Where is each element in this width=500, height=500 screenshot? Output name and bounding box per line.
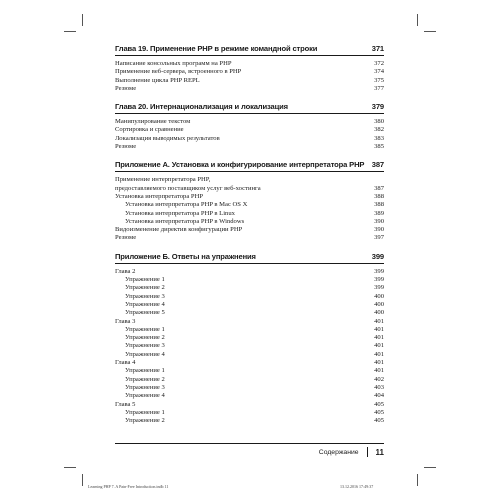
entry-page: 402 (374, 375, 384, 383)
toc-entry (115, 384, 384, 392)
entry-title: Упражнение 4 (125, 350, 165, 358)
toc-entry (115, 367, 384, 375)
chapter-title: Приложение Б. Ответы на упражнения (115, 251, 256, 261)
toc-entry (115, 334, 384, 342)
entry-title: Глава 5 (115, 400, 136, 408)
toc-entry (115, 234, 384, 242)
entry-title: Глава 3 (115, 317, 136, 325)
toc-entry (115, 392, 384, 400)
chapter-page: 387 (371, 160, 384, 170)
entry-page: 389 (374, 209, 384, 217)
chapter-title: Глава 20. Интернационализация и локализация (115, 102, 288, 112)
toc-entry (115, 409, 384, 417)
entry-page: 397 (374, 234, 384, 242)
crop-mark (417, 14, 418, 26)
entry-title: Глава 2 (115, 267, 136, 275)
entry-page: 401 (374, 325, 384, 333)
page-footer (115, 443, 384, 457)
entry-title: Упражнение 4 (125, 392, 165, 400)
entry-page: 388 (374, 201, 384, 209)
entry-title: Упражнение 3 (125, 383, 165, 391)
toc-entry (115, 318, 384, 326)
toc-entry (115, 77, 384, 85)
toc-entry (115, 126, 384, 134)
toc-chapter-heading (115, 44, 384, 56)
footer-divider (367, 447, 368, 457)
crop-mark (424, 467, 436, 468)
chapter-page: 379 (371, 102, 384, 112)
entry-title: Упражнение 3 (125, 342, 165, 350)
toc-entry (115, 401, 384, 409)
entry-page: 385 (374, 143, 384, 151)
entry-page: 399 (374, 267, 384, 275)
toc-chapter-heading (115, 252, 384, 264)
entry-title: Упражнение 3 (125, 292, 165, 300)
crop-mark (82, 474, 83, 486)
toc-entry (115, 276, 384, 284)
toc-entry (115, 193, 384, 201)
toc-entry (115, 342, 384, 350)
entry-title: Установка интерпретатора PHP в Mac OS X (125, 201, 248, 209)
entry-title: Сортировка и сравнение (115, 126, 184, 134)
page-number: 11 (375, 447, 384, 457)
crop-mark (64, 31, 76, 32)
toc-entry (115, 309, 384, 317)
chapter-title: Приложение А. Установка и конфигурирование интерпретатора PHP (115, 160, 365, 170)
chapter-page: 399 (371, 251, 384, 261)
entry-page: 390 (374, 226, 384, 234)
table-of-contents (115, 44, 384, 425)
entry-page: 374 (374, 68, 384, 76)
entry-title: Видоизменение директив конфигурации PHP (115, 226, 243, 234)
entry-page: 401 (374, 342, 384, 350)
toc-entry (115, 218, 384, 226)
toc-entry (115, 60, 384, 68)
toc-entry (115, 118, 384, 126)
toc-entry (115, 268, 384, 276)
toc-entry (115, 143, 384, 151)
toc-chapter-heading (115, 102, 384, 114)
entry-page: 388 (374, 192, 384, 200)
entry-page: 401 (374, 367, 384, 375)
toc-entry (115, 359, 384, 367)
entry-title: Установка интерпретатора PHP (115, 192, 204, 200)
crop-mark (417, 474, 418, 486)
entry-page: 382 (374, 126, 384, 134)
toc-entry (115, 417, 384, 425)
toc-entry (115, 185, 384, 193)
chapter-title: Глава 19. Применение PHP в режиме командной строки (115, 44, 318, 53)
entry-page: 400 (374, 309, 384, 317)
toc-entry (115, 351, 384, 359)
entry-page: 399 (374, 276, 384, 284)
toc-entry (115, 376, 384, 384)
entry-page: 375 (374, 76, 384, 84)
entry-title: Упражнение 1 (125, 325, 165, 333)
toc-entry (115, 135, 384, 143)
entry-page: 387 (374, 184, 384, 192)
entry-title: Упражнение 2 (125, 284, 165, 292)
footer-label: Содержание (318, 448, 359, 456)
toc-entry (115, 85, 384, 93)
entry-title: Резюме (115, 84, 137, 92)
entry-page: 383 (374, 134, 384, 142)
entry-page: 372 (374, 60, 384, 67)
entry-title: Применение веб-сервера, встроенного в PHP (115, 68, 242, 76)
entry-page: 377 (374, 84, 384, 92)
toc-entry (115, 326, 384, 334)
print-slug-file: Learning PHP 7. A Pain-Free Introduction.indb 11 (88, 484, 169, 489)
entry-page: 390 (374, 217, 384, 225)
crop-mark (424, 31, 436, 32)
entry-page: 401 (374, 359, 384, 367)
entry-title: Упражнение 2 (125, 417, 165, 425)
entry-title: Упражнение 1 (125, 408, 165, 416)
toc-entry (115, 301, 384, 309)
entry-page: 380 (374, 118, 384, 126)
entry-title: Манипулирование текстом (115, 118, 191, 126)
entry-title: Применение интерпретатора PHP, (115, 176, 211, 184)
entry-page: 401 (374, 334, 384, 342)
entry-title: предоставляемого поставщиком услуг веб-хостинга (115, 184, 261, 192)
chapter-page: 371 (371, 44, 384, 53)
entry-page: 399 (374, 284, 384, 292)
toc-entry (115, 210, 384, 218)
entry-title: Упражнение 5 (125, 309, 165, 317)
entry-title: Установка интерпретатора PHP в Windows (125, 217, 245, 225)
entry-page: 405 (374, 417, 384, 425)
entry-title: Резюме (115, 143, 137, 151)
entry-title: Упражнение 1 (125, 367, 165, 375)
entry-page: 400 (374, 292, 384, 300)
entry-title: Локализация выводимых результатов (115, 134, 220, 142)
entry-title: Написание консольных программ на PHP (115, 60, 232, 67)
print-slug-timestamp: 13.12.2016 17:49:37 (340, 484, 374, 489)
toc-entry (115, 176, 384, 184)
entry-page: 404 (374, 392, 384, 400)
entry-title: Упражнение 2 (125, 375, 165, 383)
entry-title: Установка интерпретатора PHP в Linux (125, 209, 235, 217)
entry-title: Упражнение 4 (125, 300, 165, 308)
entry-title: Выполнение цикла PHP REPL (115, 76, 200, 84)
entry-title: Резюме (115, 234, 137, 242)
entry-title: Упражнение 1 (125, 276, 165, 284)
crop-mark (64, 467, 76, 468)
toc-entry (115, 201, 384, 209)
toc-chapter-heading (115, 160, 384, 172)
entry-page: 403 (374, 383, 384, 391)
toc-entry (115, 68, 384, 76)
toc-entry (115, 293, 384, 301)
entry-title: Глава 4 (115, 359, 136, 367)
crop-mark (82, 14, 83, 26)
entry-page: 401 (374, 350, 384, 358)
entry-page: 405 (374, 400, 384, 408)
toc-entry (115, 226, 384, 234)
entry-title: Упражнение 2 (125, 334, 165, 342)
entry-page: 400 (374, 300, 384, 308)
toc-entry (115, 284, 384, 292)
entry-page: 405 (374, 408, 384, 416)
entry-page: 401 (374, 317, 384, 325)
